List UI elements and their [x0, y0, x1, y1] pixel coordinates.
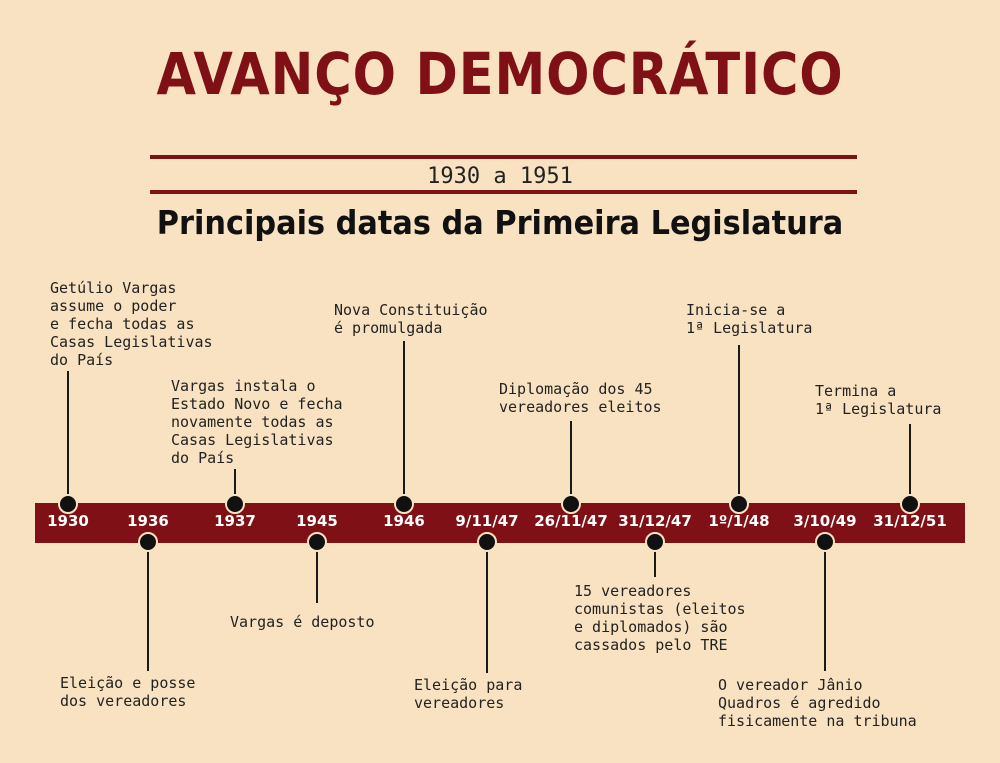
- timeline-date: 1º/1/48: [708, 512, 770, 530]
- timeline-event: 15 vereadores comunistas (eleitos e diplomados) são cassados pelo TRE: [574, 582, 746, 654]
- timeline-date: 9/11/47: [455, 512, 519, 530]
- timeline-dot: [394, 494, 414, 514]
- timeline-event: Termina a 1ª Legislatura: [815, 382, 942, 418]
- timeline-date: 3/10/49: [793, 512, 857, 530]
- connector-line: [403, 341, 405, 503]
- timeline-event: Inicia-se a 1ª Legislatura: [686, 301, 813, 337]
- timeline-dot: [138, 532, 158, 552]
- timeline-event: Eleição para vereadores: [414, 676, 523, 712]
- timeline-dot: [561, 494, 581, 514]
- timeline-dot: [729, 494, 749, 514]
- timeline-dot: [815, 532, 835, 552]
- title-rule-top: [150, 155, 857, 159]
- timeline-dot: [645, 532, 665, 552]
- timeline-event: O vereador Jânio Quadros é agredido fisicamente na tribuna: [718, 676, 917, 730]
- timeline-dot: [900, 494, 920, 514]
- connector-line: [147, 543, 149, 671]
- connector-line: [67, 371, 69, 503]
- date-range: 1930 a 1951: [427, 164, 573, 189]
- timeline-date: 1936: [127, 512, 169, 530]
- timeline-date: 31/12/51: [873, 512, 947, 530]
- timeline-event: Vargas é deposto: [230, 613, 375, 631]
- connector-line: [570, 421, 572, 503]
- timeline-dot: [477, 532, 497, 552]
- connector-line: [486, 543, 488, 673]
- page-subtitle: Principais datas da Primeira Legislatura: [156, 203, 844, 242]
- connector-line: [824, 543, 826, 671]
- timeline-event: Getúlio Vargas assume o poder e fecha todas as Casas Legislativas do País: [50, 279, 213, 369]
- timeline-date: 26/11/47: [534, 512, 608, 530]
- timeline-date: 31/12/47: [618, 512, 692, 530]
- timeline-event: Eleição e posse dos vereadores: [60, 674, 196, 710]
- timeline-date: 1945: [296, 512, 338, 530]
- timeline-date: 1930: [47, 512, 89, 530]
- timeline-event: Nova Constituição é promulgada: [334, 301, 488, 337]
- timeline-date: 1946: [383, 512, 425, 530]
- timeline-date: 1937: [214, 512, 256, 530]
- timeline-dot: [225, 494, 245, 514]
- connector-line: [909, 424, 911, 503]
- title-rule-bottom: [150, 190, 857, 194]
- connector-line: [316, 543, 318, 603]
- timeline-dot: [307, 532, 327, 552]
- timeline-dot: [58, 494, 78, 514]
- timeline-event: Vargas instala o Estado Novo e fecha novamente todas as Casas Legislativas do País: [171, 377, 343, 467]
- connector-line: [738, 345, 740, 503]
- page-title: AVANÇO DEMOCRÁTICO: [156, 40, 844, 108]
- timeline-event: Diplomação dos 45 vereadores eleitos: [499, 380, 662, 416]
